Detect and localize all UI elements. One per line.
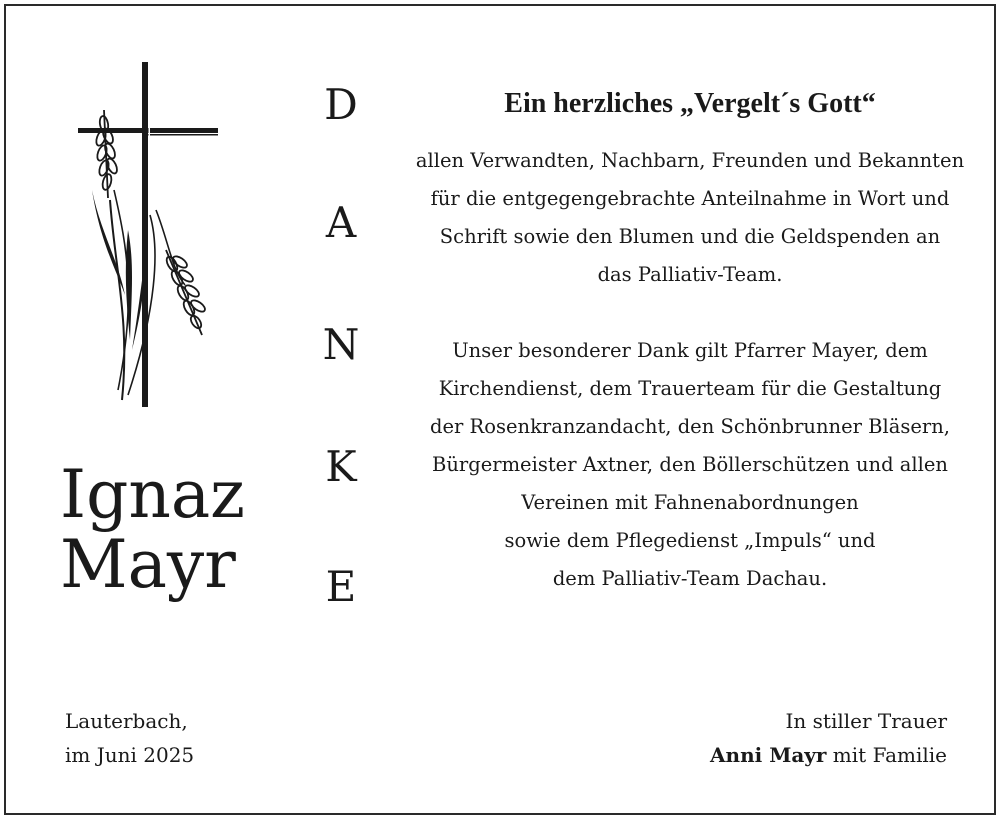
text-line: das Palliativ-Team. — [597, 263, 783, 286]
text-line: für die entgegengebrachte Anteilnahme in Wort und — [430, 187, 950, 210]
headline: Ein herzliches „Vergelt´s Gott“ — [504, 88, 876, 119]
danke-letter: N — [322, 320, 360, 369]
deceased-name — [60, 456, 245, 603]
danke-letter: A — [325, 198, 357, 247]
date: im Juni 2025 — [65, 743, 195, 767]
text-line: Schrift sowie den Blumen und die Geldspenden an — [439, 225, 941, 248]
text-line: Bürgermeister Axtner, den Böllerschützen und allen — [432, 453, 948, 476]
place: Lauterbach, — [65, 709, 188, 733]
first-name: Ignaz — [60, 456, 245, 533]
signatory-suffix: mit Familie — [826, 743, 947, 767]
text-line: dem Palliativ-Team Dachau. — [552, 567, 828, 590]
last-name: Mayr — [60, 526, 236, 603]
danke-letter: K — [325, 442, 357, 491]
text-line: Kirchendienst, dem Trauerteam für die Gestaltung — [438, 377, 942, 400]
text-line: der Rosenkranzandacht, den Schönbrunner Bläsern, — [430, 415, 950, 438]
thanks-paragraph-2 — [390, 332, 990, 598]
mourning-phrase: In stiller Trauer — [785, 709, 947, 733]
danke-letter: D — [324, 80, 358, 129]
signatory-name: Anni Mayr — [710, 743, 827, 767]
text-line: sowie dem Pflegedienst „Impuls“ und — [504, 529, 876, 552]
text-line: allen Verwandten, Nachbarn, Freunden und Bekannten — [415, 149, 965, 172]
text-line: Unser besonderer Dank gilt Pfarrer Mayer, dem — [452, 339, 928, 362]
place-date — [65, 704, 194, 772]
thanks-paragraph-1 — [390, 142, 990, 294]
cross-with-wheat-icon — [70, 50, 230, 415]
signatory — [710, 738, 947, 772]
text-line: Vereinen mit Fahnenabordnungen — [521, 491, 859, 514]
signature — [710, 704, 947, 772]
danke-letter: E — [325, 562, 357, 611]
